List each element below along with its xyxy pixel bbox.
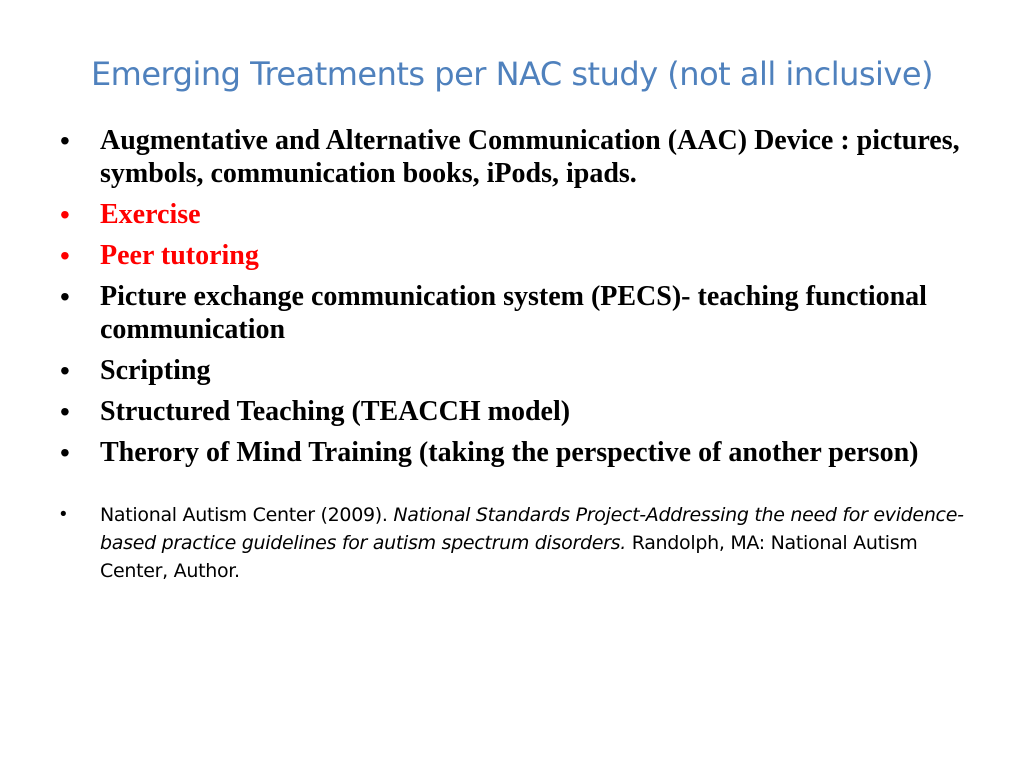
list-item-text: Exercise <box>100 199 201 230</box>
list-item-text: Augmentative and Alternative Communication (AAC) Device : pictures, symbols, communication books, iPods, ipads. <box>100 125 960 189</box>
bullet-icon: • <box>60 281 70 312</box>
slide-title: Emerging Treatments per NAC study (not all inclusive) <box>90 55 934 93</box>
reference-author: National Autism Center (2009). <box>100 504 394 526</box>
bullet-list <box>58 124 978 593</box>
list-item <box>58 395 978 428</box>
bullet-icon: • <box>60 199 70 230</box>
bullet-icon: • <box>60 355 70 386</box>
list-item-text: Scripting <box>100 355 211 386</box>
list-item <box>58 436 978 469</box>
bullet-icon: • <box>60 504 67 525</box>
list-item <box>58 239 978 272</box>
list-item <box>58 198 978 231</box>
list-item-text: Picture exchange communication system (PECS)- teaching functional communication <box>100 281 927 345</box>
reference-publisher: Randolph, MA: National Autism Center, Author. <box>100 532 918 582</box>
bullet-icon: • <box>60 240 70 271</box>
list-item-text: Structured Teaching (TEACCH model) <box>100 396 571 427</box>
list-item-text: Therory of Mind Training (taking the perspective of another person) <box>100 437 919 468</box>
list-item <box>58 354 978 387</box>
list-item <box>58 124 978 190</box>
bullet-icon: • <box>60 396 70 427</box>
reference-title: National Standards Project-Addressing the need for evidence-based practice guidelines for autism spectrum disorders. <box>100 504 964 554</box>
bullet-icon: • <box>60 437 70 468</box>
reference-item <box>58 501 978 585</box>
bullet-icon: • <box>60 125 70 156</box>
list-item <box>58 280 978 346</box>
list-item-text: Peer tutoring <box>100 240 259 271</box>
